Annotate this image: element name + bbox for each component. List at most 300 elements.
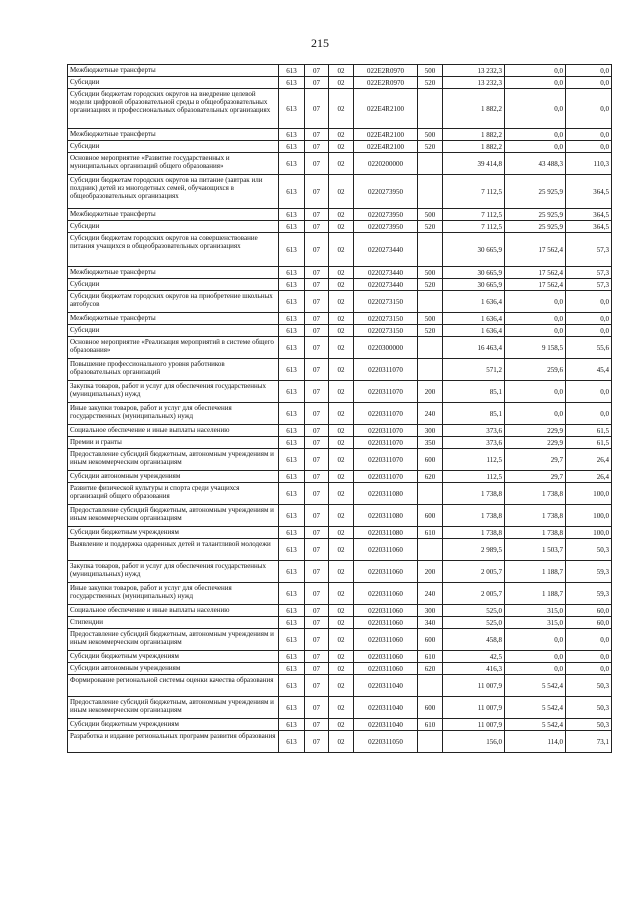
cell-percent: 50,3 (566, 675, 612, 697)
table-row (68, 279, 612, 291)
cell-executed: 1 503,7 (505, 539, 566, 561)
cell-target-code: 0220311070 (354, 381, 418, 403)
cell-subsection-code: 02 (329, 697, 354, 719)
cell-subsection-code: 02 (329, 719, 354, 731)
cell-expense-type: 620 (418, 471, 443, 483)
cell-subsection-code: 02 (329, 267, 354, 279)
cell-expense-type: 610 (418, 719, 443, 731)
cell-expense-type (418, 731, 443, 753)
table-row (68, 651, 612, 663)
cell-subsection-code: 02 (329, 221, 354, 233)
cell-expense-type: 500 (418, 209, 443, 221)
table-row (68, 381, 612, 403)
cell-subsection-code: 02 (329, 449, 354, 471)
cell-section-code: 07 (305, 141, 329, 153)
cell-target-code: 0220311040 (354, 675, 418, 697)
cell-name: Формирование региональной системы оценки качества образования (68, 675, 279, 697)
cell-target-code: 0220200000 (354, 153, 418, 175)
cell-expense-type (418, 233, 443, 267)
cell-executed: 5 542,4 (505, 719, 566, 731)
cell-ministry-code: 613 (279, 209, 305, 221)
cell-target-code: 0220273150 (354, 291, 418, 313)
cell-subsection-code: 02 (329, 629, 354, 651)
cell-target-code: 0220300000 (354, 337, 418, 359)
cell-executed: 0,0 (505, 381, 566, 403)
cell-ministry-code: 613 (279, 675, 305, 697)
cell-subsection-code: 02 (329, 617, 354, 629)
cell-section-code: 07 (305, 505, 329, 527)
cell-executed: 43 488,3 (505, 153, 566, 175)
table-row (68, 527, 612, 539)
cell-percent: 61,5 (566, 425, 612, 437)
cell-subsection-code: 02 (329, 731, 354, 753)
cell-section-code: 07 (305, 719, 329, 731)
cell-target-code: 0220311060 (354, 583, 418, 605)
table-row (68, 697, 612, 719)
table-row (68, 561, 612, 583)
cell-subsection-code: 02 (329, 153, 354, 175)
cell-executed: 114,0 (505, 731, 566, 753)
cell-subsection-code: 02 (329, 403, 354, 425)
table-row (68, 719, 612, 731)
cell-percent: 73,1 (566, 731, 612, 753)
cell-executed: 0,0 (505, 141, 566, 153)
cell-name: Субсидии (68, 279, 279, 291)
cell-subsection-code: 02 (329, 141, 354, 153)
cell-percent: 55,6 (566, 337, 612, 359)
cell-target-code: 0220311080 (354, 527, 418, 539)
cell-ministry-code: 613 (279, 471, 305, 483)
cell-expense-type (418, 291, 443, 313)
cell-expense-type: 610 (418, 651, 443, 663)
cell-percent: 26,4 (566, 449, 612, 471)
table-row (68, 731, 612, 753)
table-row (68, 209, 612, 221)
cell-planned: 11 007,9 (443, 719, 505, 731)
cell-percent: 0,0 (566, 129, 612, 141)
cell-executed: 29,7 (505, 449, 566, 471)
cell-target-code: 022E4R2100 (354, 89, 418, 129)
cell-section-code: 07 (305, 291, 329, 313)
cell-planned: 1 636,4 (443, 313, 505, 325)
cell-target-code: 022E4R2100 (354, 129, 418, 141)
cell-ministry-code: 613 (279, 527, 305, 539)
cell-executed: 0,0 (505, 325, 566, 337)
cell-subsection-code: 02 (329, 325, 354, 337)
cell-ministry-code: 613 (279, 337, 305, 359)
cell-planned: 7 112,5 (443, 175, 505, 209)
table-row (68, 129, 612, 141)
cell-planned: 373,6 (443, 437, 505, 449)
cell-subsection-code: 02 (329, 359, 354, 381)
cell-percent: 0,0 (566, 663, 612, 675)
cell-section-code: 07 (305, 279, 329, 291)
cell-section-code: 07 (305, 629, 329, 651)
cell-expense-type: 600 (418, 449, 443, 471)
cell-subsection-code: 02 (329, 65, 354, 77)
cell-subsection-code: 02 (329, 291, 354, 313)
cell-planned: 525,0 (443, 617, 505, 629)
cell-subsection-code: 02 (329, 381, 354, 403)
cell-expense-type (418, 483, 443, 505)
cell-executed: 0,0 (505, 89, 566, 129)
cell-ministry-code: 613 (279, 65, 305, 77)
cell-ministry-code: 613 (279, 617, 305, 629)
cell-name: Межбюджетные трансферты (68, 267, 279, 279)
cell-name: Субсидии (68, 141, 279, 153)
cell-planned: 13 232,3 (443, 77, 505, 89)
cell-name: Стипендии (68, 617, 279, 629)
cell-subsection-code: 02 (329, 663, 354, 675)
cell-name: Межбюджетные трансферты (68, 65, 279, 77)
table-row (68, 483, 612, 505)
cell-executed: 0,0 (505, 291, 566, 313)
table-row (68, 175, 612, 209)
cell-executed: 0,0 (505, 629, 566, 651)
cell-subsection-code: 02 (329, 675, 354, 697)
table-row (68, 663, 612, 675)
cell-section-code: 07 (305, 359, 329, 381)
cell-name: Иные закупки товаров, работ и услуг для обеспечения государственных (муниципальных) нужд (68, 583, 279, 605)
cell-target-code: 0220311070 (354, 425, 418, 437)
cell-percent: 60,0 (566, 617, 612, 629)
cell-percent: 57,3 (566, 233, 612, 267)
cell-percent: 0,0 (566, 325, 612, 337)
cell-ministry-code: 613 (279, 291, 305, 313)
cell-planned: 373,6 (443, 425, 505, 437)
cell-percent: 0,0 (566, 403, 612, 425)
budget-table (67, 64, 612, 753)
cell-expense-type (418, 675, 443, 697)
cell-planned: 85,1 (443, 403, 505, 425)
cell-expense-type: 500 (418, 65, 443, 77)
cell-section-code: 07 (305, 313, 329, 325)
cell-executed: 1 738,8 (505, 505, 566, 527)
table-row (68, 153, 612, 175)
cell-section-code: 07 (305, 483, 329, 505)
cell-section-code: 07 (305, 381, 329, 403)
cell-percent: 59,3 (566, 583, 612, 605)
cell-executed: 1 188,7 (505, 561, 566, 583)
cell-executed: 0,0 (505, 663, 566, 675)
cell-name: Субсидии (68, 77, 279, 89)
cell-expense-type (418, 175, 443, 209)
cell-executed: 1 738,8 (505, 483, 566, 505)
cell-subsection-code: 02 (329, 483, 354, 505)
cell-percent: 100,0 (566, 483, 612, 505)
cell-ministry-code: 613 (279, 437, 305, 449)
cell-section-code: 07 (305, 175, 329, 209)
cell-percent: 57,3 (566, 267, 612, 279)
cell-planned: 2 989,5 (443, 539, 505, 561)
cell-section-code: 07 (305, 325, 329, 337)
cell-section-code: 07 (305, 209, 329, 221)
table-row (68, 77, 612, 89)
cell-planned: 16 463,4 (443, 337, 505, 359)
cell-percent: 50,3 (566, 539, 612, 561)
table-row (68, 313, 612, 325)
cell-subsection-code: 02 (329, 539, 354, 561)
cell-name: Развитие физической культуры и спорта среди учащихся организаций общего образования (68, 483, 279, 505)
table-row (68, 583, 612, 605)
cell-percent: 0,0 (566, 89, 612, 129)
table-row (68, 325, 612, 337)
cell-target-code: 0220273440 (354, 233, 418, 267)
cell-executed: 0,0 (505, 403, 566, 425)
cell-name: Закупка товаров, работ и услуг для обеспечения государственных (муниципальных) нужд (68, 381, 279, 403)
cell-executed: 0,0 (505, 77, 566, 89)
cell-ministry-code: 613 (279, 663, 305, 675)
cell-name: Субсидии (68, 221, 279, 233)
cell-executed: 17 562,4 (505, 279, 566, 291)
cell-name: Закупка товаров, работ и услуг для обеспечения государственных (муниципальных) нужд (68, 561, 279, 583)
cell-section-code: 07 (305, 221, 329, 233)
cell-target-code: 022E4R2100 (354, 141, 418, 153)
table-row (68, 221, 612, 233)
cell-section-code: 07 (305, 267, 329, 279)
cell-section-code: 07 (305, 731, 329, 753)
cell-target-code: 0220311070 (354, 471, 418, 483)
cell-target-code: 0220273950 (354, 175, 418, 209)
table-row (68, 505, 612, 527)
cell-target-code: 0220273950 (354, 209, 418, 221)
cell-target-code: 0220311070 (354, 403, 418, 425)
cell-percent: 100,0 (566, 527, 612, 539)
cell-planned: 1 636,4 (443, 325, 505, 337)
cell-name: Предоставление субсидий бюджетным, автономным учреждениям и иным некоммерческим организациям (68, 629, 279, 651)
cell-planned: 30 665,9 (443, 279, 505, 291)
cell-planned: 2 005,7 (443, 561, 505, 583)
cell-expense-type: 500 (418, 313, 443, 325)
cell-ministry-code: 613 (279, 381, 305, 403)
cell-ministry-code: 613 (279, 539, 305, 561)
cell-expense-type: 200 (418, 381, 443, 403)
cell-name: Субсидии бюджетным учреждениям (68, 527, 279, 539)
cell-name: Разработка и издание региональных программ развития образования (68, 731, 279, 753)
cell-name: Субсидии автономным учреждениям (68, 663, 279, 675)
cell-expense-type: 520 (418, 279, 443, 291)
cell-target-code: 0220311040 (354, 719, 418, 731)
table-row (68, 65, 612, 77)
cell-percent: 0,0 (566, 65, 612, 77)
table-row (68, 471, 612, 483)
cell-target-code: 0220311080 (354, 505, 418, 527)
cell-ministry-code: 613 (279, 425, 305, 437)
cell-percent: 60,0 (566, 605, 612, 617)
cell-section-code: 07 (305, 617, 329, 629)
page-number: 215 (311, 36, 329, 50)
cell-executed: 25 925,9 (505, 221, 566, 233)
cell-ministry-code: 613 (279, 325, 305, 337)
cell-section-code: 07 (305, 651, 329, 663)
cell-ministry-code: 613 (279, 719, 305, 731)
cell-percent: 364,5 (566, 221, 612, 233)
cell-ministry-code: 613 (279, 129, 305, 141)
cell-percent: 61,5 (566, 437, 612, 449)
cell-subsection-code: 02 (329, 583, 354, 605)
cell-ministry-code: 613 (279, 77, 305, 89)
cell-percent: 0,0 (566, 313, 612, 325)
cell-executed: 9 158,5 (505, 337, 566, 359)
cell-expense-type: 520 (418, 325, 443, 337)
cell-percent: 26,4 (566, 471, 612, 483)
cell-expense-type: 500 (418, 267, 443, 279)
cell-name: Предоставление субсидий бюджетным, автономным учреждениям и иным некоммерческим организациям (68, 449, 279, 471)
cell-name: Субсидии бюджетам городских округов на приобретение школьных автобусов (68, 291, 279, 313)
cell-name: Предоставление субсидий бюджетным, автономным учреждениям и иным некоммерческим организациям (68, 697, 279, 719)
cell-subsection-code: 02 (329, 279, 354, 291)
cell-ministry-code: 613 (279, 605, 305, 617)
cell-ministry-code: 613 (279, 731, 305, 753)
cell-target-code: 0220311070 (354, 437, 418, 449)
cell-planned: 7 112,5 (443, 209, 505, 221)
cell-name: Субсидии автономным учреждениям (68, 471, 279, 483)
cell-planned: 1 882,2 (443, 89, 505, 129)
cell-planned: 2 005,7 (443, 583, 505, 605)
cell-executed: 17 562,4 (505, 267, 566, 279)
cell-section-code: 07 (305, 539, 329, 561)
cell-name: Субсидии бюджетам городских округов на питание (завтрак или полдник) детей из многодетных семей, обучающихся в общеобразовательных организациях (68, 175, 279, 209)
cell-expense-type: 300 (418, 605, 443, 617)
cell-name: Социальное обеспечение и иные выплаты населению (68, 605, 279, 617)
cell-expense-type: 500 (418, 129, 443, 141)
cell-target-code: 0220273150 (354, 325, 418, 337)
cell-subsection-code: 02 (329, 209, 354, 221)
cell-planned: 1 882,2 (443, 141, 505, 153)
cell-expense-type: 600 (418, 505, 443, 527)
cell-percent: 110,3 (566, 153, 612, 175)
cell-planned: 1 636,4 (443, 291, 505, 313)
cell-target-code: 0220311060 (354, 561, 418, 583)
cell-planned: 1 882,2 (443, 129, 505, 141)
cell-ministry-code: 613 (279, 233, 305, 267)
cell-subsection-code: 02 (329, 505, 354, 527)
cell-percent: 45,4 (566, 359, 612, 381)
cell-expense-type: 620 (418, 663, 443, 675)
table-row (68, 403, 612, 425)
cell-section-code: 07 (305, 583, 329, 605)
cell-expense-type: 600 (418, 629, 443, 651)
cell-ministry-code: 613 (279, 697, 305, 719)
cell-executed: 315,0 (505, 605, 566, 617)
cell-expense-type: 240 (418, 583, 443, 605)
cell-section-code: 07 (305, 89, 329, 129)
cell-target-code: 022E2R0970 (354, 77, 418, 89)
cell-target-code: 0220311070 (354, 359, 418, 381)
cell-percent: 364,5 (566, 209, 612, 221)
cell-section-code: 07 (305, 675, 329, 697)
cell-percent: 0,0 (566, 651, 612, 663)
cell-expense-type (418, 359, 443, 381)
cell-planned: 571,2 (443, 359, 505, 381)
cell-subsection-code: 02 (329, 337, 354, 359)
cell-executed: 5 542,4 (505, 675, 566, 697)
cell-expense-type: 200 (418, 561, 443, 583)
cell-subsection-code: 02 (329, 175, 354, 209)
cell-percent: 0,0 (566, 141, 612, 153)
cell-executed: 29,7 (505, 471, 566, 483)
cell-name: Субсидии бюджетам городских округов на совершенствование питания учащихся в общеобразовательных организациях (68, 233, 279, 267)
cell-subsection-code: 02 (329, 437, 354, 449)
cell-percent: 0,0 (566, 381, 612, 403)
cell-planned: 11 007,9 (443, 697, 505, 719)
cell-section-code: 07 (305, 153, 329, 175)
cell-expense-type: 340 (418, 617, 443, 629)
cell-section-code: 07 (305, 471, 329, 483)
cell-subsection-code: 02 (329, 527, 354, 539)
cell-subsection-code: 02 (329, 425, 354, 437)
table-row (68, 675, 612, 697)
table-row (68, 233, 612, 267)
cell-target-code: 0220311040 (354, 697, 418, 719)
cell-section-code: 07 (305, 561, 329, 583)
cell-expense-type (418, 153, 443, 175)
cell-subsection-code: 02 (329, 313, 354, 325)
cell-ministry-code: 613 (279, 279, 305, 291)
cell-executed: 0,0 (505, 313, 566, 325)
cell-name: Межбюджетные трансферты (68, 209, 279, 221)
cell-subsection-code: 02 (329, 605, 354, 617)
cell-ministry-code: 613 (279, 651, 305, 663)
cell-name: Субсидии бюджетным учреждениям (68, 719, 279, 731)
cell-ministry-code: 613 (279, 141, 305, 153)
cell-section-code: 07 (305, 437, 329, 449)
cell-expense-type: 520 (418, 77, 443, 89)
cell-executed: 1 738,8 (505, 527, 566, 539)
cell-planned: 1 738,8 (443, 483, 505, 505)
cell-name: Субсидии бюджетам городских округов на внедрение целевой модели цифровой образовательной среды в общеобразовательных организациях и профессиональных образовательных организациях (68, 89, 279, 129)
table-row (68, 89, 612, 129)
cell-target-code: 0220311060 (354, 629, 418, 651)
cell-section-code: 07 (305, 403, 329, 425)
cell-percent: 0,0 (566, 629, 612, 651)
cell-name: Выявление и поддержка одаренных детей и талантливой молодежи (68, 539, 279, 561)
cell-section-code: 07 (305, 527, 329, 539)
cell-target-code: 0220273440 (354, 279, 418, 291)
cell-section-code: 07 (305, 337, 329, 359)
cell-executed: 229,9 (505, 437, 566, 449)
cell-expense-type: 610 (418, 527, 443, 539)
cell-ministry-code: 613 (279, 483, 305, 505)
cell-planned: 525,0 (443, 605, 505, 617)
cell-ministry-code: 613 (279, 267, 305, 279)
table-row (68, 437, 612, 449)
cell-planned: 156,0 (443, 731, 505, 753)
cell-name: Субсидии бюджетным учреждениям (68, 651, 279, 663)
cell-section-code: 07 (305, 449, 329, 471)
cell-section-code: 07 (305, 129, 329, 141)
cell-target-code: 0220273150 (354, 313, 418, 325)
cell-planned: 39 414,8 (443, 153, 505, 175)
cell-section-code: 07 (305, 425, 329, 437)
table-row (68, 267, 612, 279)
cell-planned: 1 738,8 (443, 505, 505, 527)
cell-target-code: 022E2R0970 (354, 65, 418, 77)
cell-subsection-code: 02 (329, 233, 354, 267)
cell-planned: 7 112,5 (443, 221, 505, 233)
table-row (68, 359, 612, 381)
cell-planned: 13 232,3 (443, 65, 505, 77)
cell-target-code: 0220311060 (354, 663, 418, 675)
cell-ministry-code: 613 (279, 89, 305, 129)
cell-name: Основное мероприятие «Реализация мероприятий в системе общего образования» (68, 337, 279, 359)
cell-planned: 85,1 (443, 381, 505, 403)
cell-subsection-code: 02 (329, 89, 354, 129)
cell-section-code: 07 (305, 605, 329, 617)
cell-ministry-code: 613 (279, 403, 305, 425)
cell-ministry-code: 613 (279, 359, 305, 381)
table-row (68, 617, 612, 629)
